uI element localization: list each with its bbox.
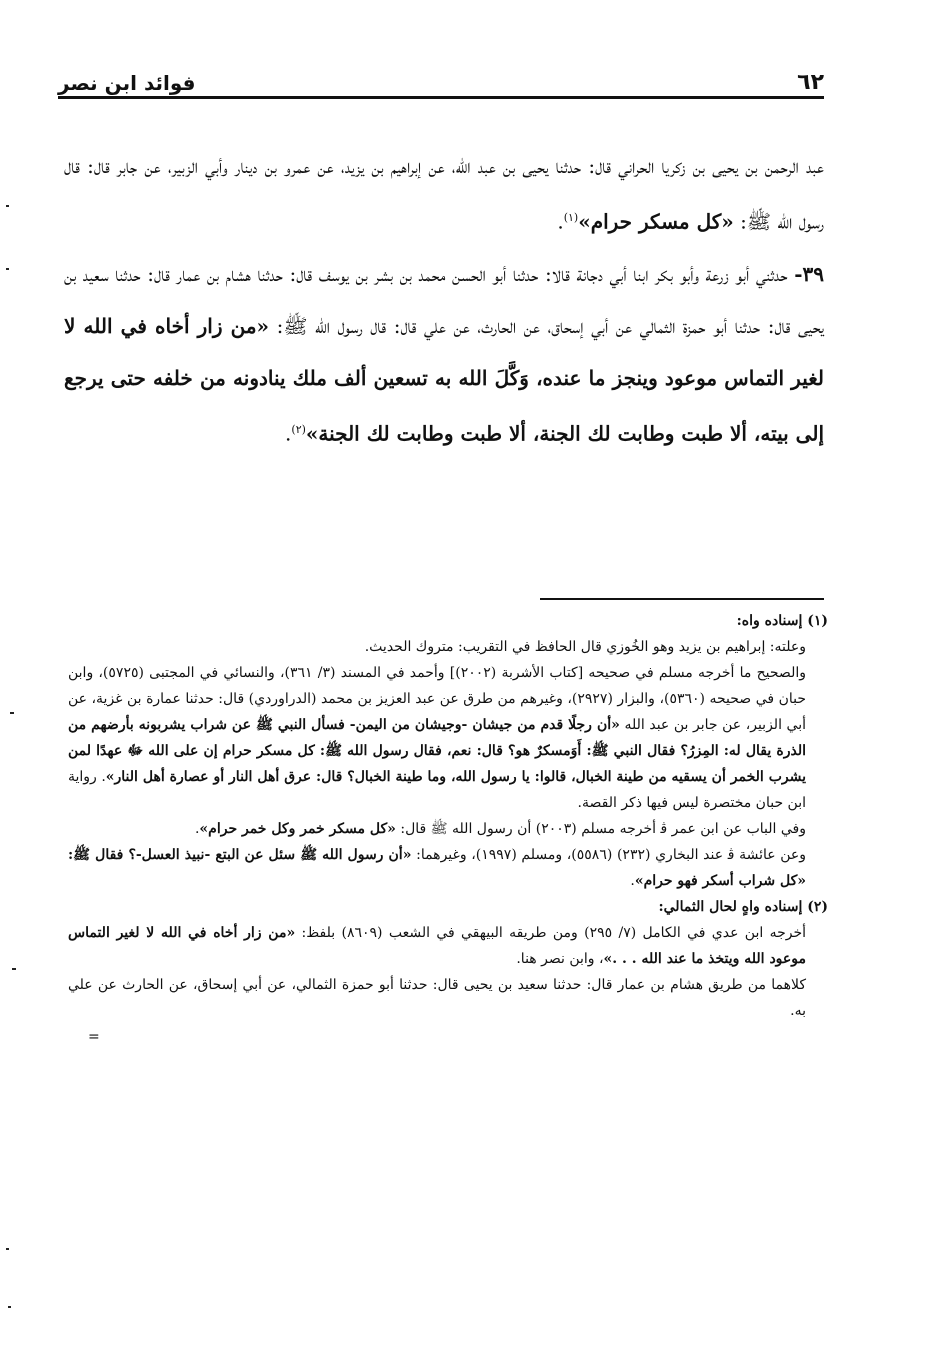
footnote-1-text-end: . رواية ابن حبان مختصرة ليس فيها ذكر القصة. <box>68 769 806 811</box>
footnote-1-line <box>68 842 828 894</box>
page-header <box>58 55 824 95</box>
hadith-quote-1: «كل مسكر حرام» <box>578 209 734 234</box>
scan-speck <box>6 1248 9 1250</box>
paragraph-2-text: حدثني أبو زرعة وأبو بكر ابنا أبي دجانة قالا: حدثنا أبو الحسن محمد بن بشر بن يوسف قال: حدثنا هشام بن عمار قال: حدثنا سعيد بن يحيى قال: حدثنا أبو حمزة الثمالي عن أبي إسحاق، عن الحارث، عن علي قال: قال رسول الله ﷺ: <box>64 261 825 338</box>
paragraph-1-end: . <box>557 209 564 234</box>
footnote-2-heading: (٢) إسناده واهٍ لحال الثمالي: <box>658 899 828 915</box>
continuation-mark: = <box>88 1029 100 1045</box>
footnote-2-line <box>68 920 828 972</box>
footnote-1-quote: «كل مسكر خمر وكل خمر حرام» <box>199 821 396 837</box>
paragraph-1-text: عبد الرحمن بن يحيى بن زكريا الحراني قال: حدثنا يحيى بن عبد الله، عن إبراهيم بن يزيد، عن عمرو بن دينار وأبي الزبير، عن جابر قال: قال رسول الله ﷺ: <box>64 154 824 234</box>
page-number: ٦٢ <box>797 70 824 95</box>
footnote-1-text: وعن عائشة ﭬ عند البخاري (٢٣٢) (٥٥٨٦)، ومسلم (١٩٩٧)، وغيرهما: <box>416 847 807 863</box>
footnote-ref-2: (٢) <box>291 422 306 436</box>
paragraph-2 <box>64 248 824 460</box>
running-title: فوائد ابن نصر <box>58 71 196 95</box>
hadith-number: ٣٩- <box>794 261 825 286</box>
hadith-quote-2: «من زار أخاه في الله لا لغير التماس موعود وينجز ما عنده، وَكَّلَ الله به تسعين ألف ملك ينادونه من خلفه حتى يرجع إلى بيته، ألا طبت وطابت لك الجنة، ألا طبت وطابت لك الجنة» <box>64 313 824 446</box>
footnote-1-quote: «أن رسول الله ﷺ سئل عن البتع -نبيذ العسل-؟ فقال ﷺ: «كل شراب أسكر فهو حرام» <box>68 847 806 889</box>
scan-speck <box>8 1306 11 1308</box>
footnote-2-text-end: ، وابن نصر هنا. <box>516 951 604 967</box>
scan-speck <box>6 205 9 207</box>
footnotes <box>68 608 828 1050</box>
paragraph-2-end: . <box>285 421 292 446</box>
footnote-1-line <box>68 816 828 842</box>
paragraph-1 <box>64 140 824 248</box>
header-rule <box>58 96 824 99</box>
footnote-1-text-end: . <box>194 821 200 837</box>
footnote-2-line: كلاهما من طريق هشام بن عمار قال: حدثنا سعيد بن يحيى قال: حدثنا أبو حمزة الثمالي، عن أبي إسحاق، عن الحارث عن علي به. <box>68 977 806 1019</box>
footnote-1-line: وعلته: إبراهيم بن يزيد وهو الخُوزي قال الحافظ في التقريب: متروك الحديث. <box>364 639 806 655</box>
footnote-ref-1: (١) <box>563 211 579 224</box>
footnote-2-text: أخرجه ابن عدي في الكامل (٧/ ٢٩٥) ومن طريقه البيهقي في الشعب (٨٦٠٩) بلفظ: <box>301 925 806 941</box>
footnote-1-heading: (١) إسناده واه: <box>736 613 828 629</box>
footnote-1-text-end: . <box>630 873 635 889</box>
footnote-2-quote: «من زار أخاه في الله لا لغير التماس موعود الله ويتخذ ما عند الله . . .» <box>68 925 806 967</box>
footnote-1-quote: «أن رجلًا قدم من جيشان -وجيشان من اليمن- فسأل النبي ﷺ عن شراب يشربونه بأرضهم من الذرة يقال له: المِزرُ؟ فقال النبي ﷺ: أَوَمسكرٌ هو؟ قال: نعم، فقال رسول الله ﷺ: كل مسكر حرام إن على الله ﷻ عهدًا لمن يشرب الخمر أن يسقيه من طينة الخبال، قالوا: يا رسول الله، وما طينة الخبال؟ قال: عرق أهل النار أو عصارة أهل النار» <box>68 717 806 785</box>
scan-speck <box>12 968 16 970</box>
footnote-separator <box>540 598 824 600</box>
footnote-1-text: والصحيح ما أخرجه مسلم في صحيحه [كتاب الأشربة (٢٠٠٢)] وأحمد في المسند (٣/ ٣٦١)، والنسائي في المجتبى (٥٧٢٥)، وابن حبان في صحيحه (٥٣٦٠)، والبزار (٢٩٢٧)، وغيرهم من طرق عن عبد العزيز بن محمد (الدراوردي) قال: حدثنا عمارة بن غزية، عن أبي الزبير، عن جابر بن عبد الله <box>68 665 806 733</box>
scan-speck <box>10 712 14 714</box>
main-text <box>64 140 824 459</box>
footnote-1-line <box>68 660 828 816</box>
footnote-1-text: وفي الباب عن ابن عمر ﭬ أخرجه مسلم (٢٠٠٣) أن رسول الله ﷺ قال: <box>400 821 806 837</box>
scan-speck <box>6 268 9 270</box>
